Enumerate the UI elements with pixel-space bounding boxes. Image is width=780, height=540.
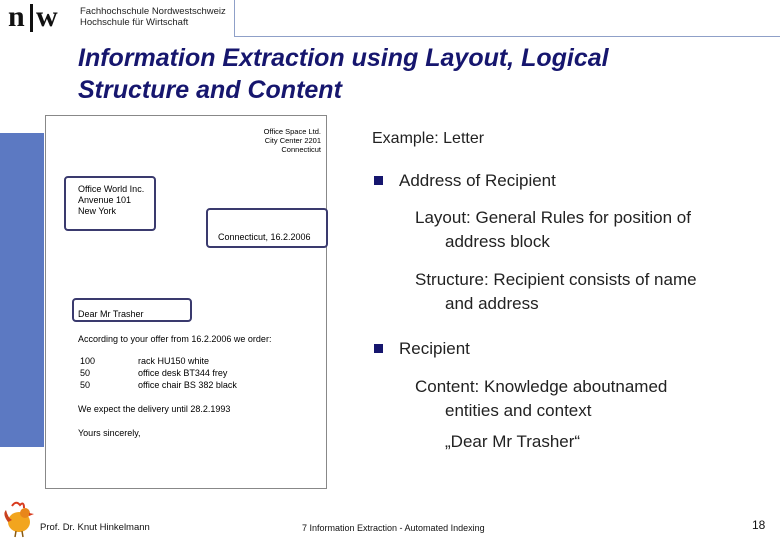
order-item: office chair BS 382 black <box>138 380 237 390</box>
example-letter <box>45 115 327 489</box>
letter-closing: Yours sincerely, <box>78 428 141 438</box>
layout-line1 <box>415 206 691 230</box>
content-label: Content <box>415 377 475 396</box>
slide-title <box>78 42 718 106</box>
letter-recipient <box>78 184 144 217</box>
header-bar <box>234 0 780 37</box>
content-line2: entities and context <box>445 401 592 420</box>
recipient-line: Anvenue 101 <box>78 195 132 205</box>
footer-author: Prof. Dr. Knut Hinkelmann <box>40 522 150 533</box>
bullet-square <box>374 344 383 353</box>
structure-label: Structure <box>415 270 484 289</box>
date-box <box>206 208 328 248</box>
letter-delivery: We expect the delivery until 28.2.1993 <box>78 404 231 414</box>
structure-line1 <box>415 268 697 292</box>
order-qty: 50 <box>80 368 91 378</box>
recipient-line: Office World Inc. <box>78 184 145 194</box>
sender-line: City Center 2201 <box>264 136 321 145</box>
title-line2: Structure and Content <box>78 76 342 104</box>
structure-line2: and address <box>445 294 539 313</box>
layout-label: Layout <box>415 208 467 227</box>
layout-line2: address block <box>445 232 550 251</box>
order-item: rack HU150 white <box>138 356 210 366</box>
example-heading: Example: Letter <box>372 130 485 147</box>
order-qty: 50 <box>80 380 91 390</box>
quote-dear-mr-trasher: „Dear Mr Trasher“ <box>445 432 581 451</box>
letter-intro: According to your offer from 16.2.2006 we order: <box>78 334 272 344</box>
recipient-line: New York <box>78 206 117 216</box>
sender-line: Connecticut <box>281 145 321 154</box>
bullet-address-of-recipient: Address of Recipient <box>399 171 556 190</box>
logo-w: w <box>36 0 58 33</box>
logo-n: n <box>8 0 25 33</box>
institution-line2: Hochschule für Wirtschaft <box>80 17 189 28</box>
bullet-recipient: Recipient <box>399 339 470 358</box>
content-line1 <box>415 375 667 399</box>
bullet-square <box>374 176 383 185</box>
letter-date: Connecticut, 16.2.2006 <box>218 232 311 242</box>
sender-line: Office Space Ltd. <box>263 127 321 136</box>
layout-text: : General Rules for position of <box>466 208 691 227</box>
content-text: : Knowledge aboutnamed <box>474 377 668 396</box>
side-accent-bar <box>0 133 44 447</box>
title-line1: Information Extraction using Layout, Logical <box>78 44 609 72</box>
footer-course: 7 Information Extraction - Automated Indexing <box>302 523 485 533</box>
rooster-logo-icon <box>2 500 36 538</box>
logo-separator <box>30 4 33 32</box>
structure-text: : Recipient consists of name <box>483 270 697 289</box>
letter-salutation: Dear Mr Trasher <box>78 309 144 319</box>
order-qty: 100 <box>80 356 96 366</box>
letter-sender <box>251 127 321 154</box>
institution-line1: Fachhochschule Nordwestschweiz <box>80 6 226 17</box>
order-item: office desk BT344 frey <box>138 368 228 378</box>
page-number: 18 <box>752 518 766 532</box>
